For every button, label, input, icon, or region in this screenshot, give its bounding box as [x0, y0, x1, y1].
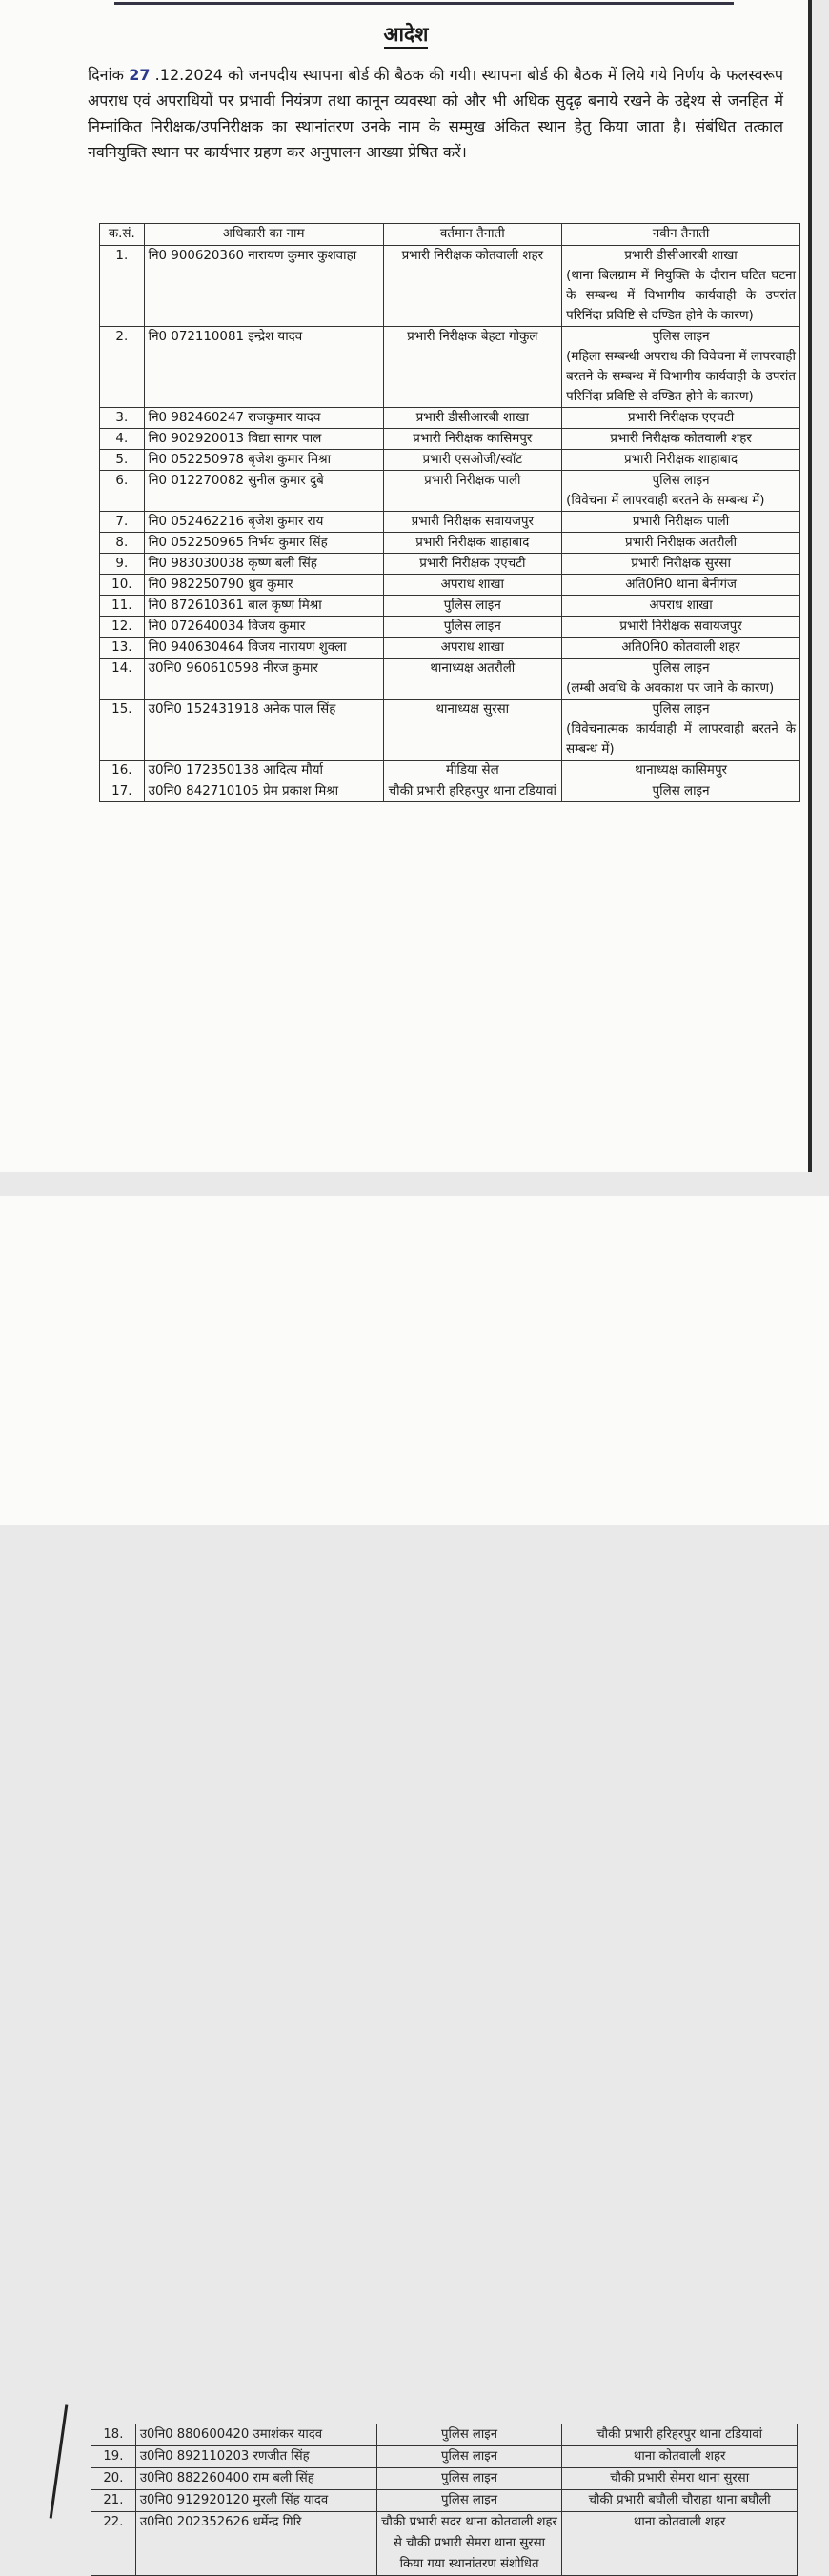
- table-row: [91, 2446, 798, 2468]
- row-officer-name: नि0 072640034 विजय कुमार: [144, 617, 383, 638]
- transfer-table-body: [100, 246, 800, 802]
- table-header-row: [100, 224, 800, 246]
- row-new-posting: [562, 659, 800, 700]
- row-officer-name: उ0नि0 912920120 मुरली सिंह यादव: [135, 2490, 376, 2512]
- table-row: [100, 761, 800, 781]
- row-current-posting: थानाध्यक्ष अतरौली: [383, 659, 562, 700]
- row-current-posting: अपराध शाखा: [383, 638, 562, 659]
- row-new-posting: [562, 450, 800, 471]
- row-current-posting: पुलिस लाइन: [383, 617, 562, 638]
- table-row: [100, 471, 800, 512]
- row-new-posting: [562, 596, 800, 617]
- row-serial: 10.: [100, 575, 145, 596]
- table-row: [100, 512, 800, 533]
- row-current-posting: पुलिस लाइन: [376, 2424, 562, 2446]
- handwritten-date-day: 27: [129, 66, 151, 84]
- row-current-posting: प्रभारी निरीक्षक पाली: [383, 471, 562, 512]
- row-new-posting: चौकी प्रभारी हरिहरपुर थाना टडियावां: [562, 2424, 798, 2446]
- row-officer-name: नि0 983030038 कृष्ण बली सिंह: [144, 554, 383, 575]
- row-serial: 1.: [100, 246, 145, 327]
- row-new-posting: चौकी प्रभारी सेमरा थाना सुरसा: [562, 2468, 798, 2490]
- row-current-posting: चौकी प्रभारी हरिहरपुर थाना टडियावां: [383, 781, 562, 802]
- new-posting-text: पुलिस लाइन: [652, 661, 710, 676]
- row-current-posting: चौकी प्रभारी सदर थाना कोतवाली शहर से चौकी प्रभारी सेमरा थाना सुरसा किया गया स्थानांतरण संशोधित: [376, 2512, 562, 2576]
- row-serial: 3.: [100, 408, 145, 429]
- page-edge-shadow: [808, 0, 812, 1172]
- new-posting-text: अपराध शाखा: [649, 598, 713, 613]
- row-new-posting: थाना कोतवाली शहर: [562, 2512, 798, 2576]
- new-posting-text: प्रभारी डीसीआरबी शाखा: [624, 249, 738, 263]
- header-serial: क.सं.: [100, 224, 145, 246]
- new-posting-text: अति0नि0 कोतवाली शहर: [621, 640, 740, 655]
- row-officer-name: उ0नि0 880600420 उमाशंकर यादव: [135, 2424, 376, 2446]
- table-row: [100, 700, 800, 761]
- row-current-posting: अपराध शाखा: [383, 575, 562, 596]
- row-officer-name: नि0 902920013 विद्या सागर पाल: [144, 429, 383, 450]
- row-serial: 21.: [91, 2490, 136, 2512]
- row-new-posting: [562, 471, 800, 512]
- row-officer-name: उ0नि0 202352626 धर्मेन्द्र गिरि: [135, 2512, 376, 2576]
- row-serial: 22.: [91, 2512, 136, 2576]
- table-row: [100, 575, 800, 596]
- row-serial: 8.: [100, 533, 145, 554]
- new-posting-text: प्रभारी निरीक्षक सवायजपुर: [619, 619, 742, 634]
- new-posting-text: थानाध्यक्ष कासिमपुर: [635, 763, 728, 778]
- transfer-reason-note: (लम्बी अवधि के अवकाश पर जाने के कारण): [566, 681, 775, 696]
- table-row: [91, 2490, 798, 2512]
- table-row: [100, 429, 800, 450]
- transfer-reason-note: (विवेचनात्मक कार्यवाही में लापरवाही बरतने के सम्बन्ध में): [566, 722, 796, 757]
- transfer-reason-note: (महिला सम्बन्धी अपराध की विवेचना में लापरवाही बरतने के सम्बन्ध में विभागीय कार्यवाही के उपरांत परिनिंदा प्रविष्टि से दण्डित होने के कारण): [566, 350, 796, 404]
- row-officer-name: नि0 900620360 नारायण कुमार कुशवाहा: [144, 246, 383, 327]
- row-officer-name: नि0 982460247 राजकुमार यादव: [144, 408, 383, 429]
- row-serial: 20.: [91, 2468, 136, 2490]
- paragraph-text: .12.2024 को जनपदीय स्थापना बोर्ड की बैठक की गयी। स्थापना बोर्ड की बैठक में लिये गये निर्णय के फलस्वरूप अपराध एवं अपराधियों पर प्रभावी नियंत्रण तथा कानून व्यवस्था को और भी अधिक सुदृढ़ बनाये रखने के उद्देश्य से जनहित में निम्नांकित निरीक्षक/उपनिरीक्षक का स्थानांतरण उनके नाम के सम्मुख अंकित स्थान हेतु किया जाता है। संबंधित तत्काल नवनियुक्ति स्थान पर कार्यभार ग्रहण कर अनुपालन आख्या प्रेषित करें।: [88, 66, 783, 161]
- row-officer-name: उ0नि0 882260400 राम बली सिंह: [135, 2468, 376, 2490]
- new-posting-text: पुलिस लाइन: [652, 474, 710, 488]
- row-serial: 17.: [100, 781, 145, 802]
- top-edge-line: [114, 2, 734, 5]
- row-new-posting: [562, 761, 800, 781]
- row-new-posting: [562, 617, 800, 638]
- row-current-posting: पुलिस लाइन: [376, 2468, 562, 2490]
- document-page-2: [0, 1196, 829, 2571]
- row-new-posting: [562, 327, 800, 408]
- row-new-posting: चौकी प्रभारी बघौली चौराहा थाना बघौली: [562, 2490, 798, 2512]
- row-serial: 7.: [100, 512, 145, 533]
- row-current-posting: प्रभारी निरीक्षक शाहाबाद: [383, 533, 562, 554]
- row-current-posting: प्रभारी निरीक्षक कासिमपुर: [383, 429, 562, 450]
- row-new-posting: [562, 408, 800, 429]
- new-posting-text: पुलिस लाइन: [652, 330, 710, 344]
- header-current-posting: वर्तमान तैनाती: [383, 224, 562, 246]
- new-posting-text: प्रभारी निरीक्षक सुरसा: [631, 557, 731, 571]
- table-row: [100, 246, 800, 327]
- row-serial: 14.: [100, 659, 145, 700]
- document-page-1: [0, 0, 812, 1172]
- row-serial: 5.: [100, 450, 145, 471]
- table-row: [91, 2512, 798, 2576]
- row-new-posting: [562, 638, 800, 659]
- new-posting-text: प्रभारी निरीक्षक पाली: [632, 515, 730, 529]
- row-officer-name: नि0 012270082 सुनील कुमार दुबे: [144, 471, 383, 512]
- row-new-posting: [562, 700, 800, 761]
- table-row: [100, 450, 800, 471]
- new-posting-text: प्रभारी निरीक्षक कोतवाली शहर: [610, 432, 752, 446]
- row-officer-name: नि0 072110081 इन्द्रेश यादव: [144, 327, 383, 408]
- row-current-posting: प्रभारी निरीक्षक एएचटी: [383, 554, 562, 575]
- header-officer-name: अधिकारी का नाम: [144, 224, 383, 246]
- table-row: [100, 327, 800, 408]
- row-new-posting: [562, 512, 800, 533]
- row-serial: 19.: [91, 2446, 136, 2468]
- row-officer-name: नि0 872610361 बाल कृष्ण मिश्रा: [144, 596, 383, 617]
- row-officer-name: नि0 052250965 निर्भय कुमार सिंह: [144, 533, 383, 554]
- paragraph-prefix: दिनांक: [88, 66, 124, 84]
- new-posting-text: प्रभारी निरीक्षक शाहाबाद: [624, 453, 738, 467]
- transfer-table-continued-body: [91, 2424, 798, 2576]
- header-new-posting: नवीन तैनाती: [562, 224, 800, 246]
- row-current-posting: पुलिस लाइन: [383, 596, 562, 617]
- row-officer-name: नि0 052250978 बृजेश कुमार मिश्रा: [144, 450, 383, 471]
- row-current-posting: प्रभारी निरीक्षक कोतवाली शहर: [383, 246, 562, 327]
- row-serial: 15.: [100, 700, 145, 761]
- order-paragraph: [88, 62, 783, 165]
- row-new-posting: [562, 246, 800, 327]
- row-officer-name: नि0 982250790 ध्रुव कुमार: [144, 575, 383, 596]
- table-row: [100, 408, 800, 429]
- table-row: [100, 638, 800, 659]
- row-current-posting: प्रभारी निरीक्षक सवायजपुर: [383, 512, 562, 533]
- row-serial: 9.: [100, 554, 145, 575]
- row-new-posting: [562, 429, 800, 450]
- table-row: [100, 554, 800, 575]
- row-officer-name: उ0नि0 892110203 रणजीत सिंह: [135, 2446, 376, 2468]
- row-serial: 4.: [100, 429, 145, 450]
- table-row: [100, 659, 800, 700]
- row-new-posting: [562, 554, 800, 575]
- row-serial: 12.: [100, 617, 145, 638]
- new-posting-text: पुलिस लाइन: [652, 702, 710, 717]
- row-officer-name: उ0नि0 960610598 नीरज कुमार: [144, 659, 383, 700]
- row-current-posting: प्रभारी एसओजी/स्वॉट: [383, 450, 562, 471]
- row-officer-name: नि0 052462216 बृजेश कुमार राय: [144, 512, 383, 533]
- row-current-posting: पुलिस लाइन: [376, 2446, 562, 2468]
- row-new-posting: [562, 781, 800, 802]
- row-serial: 18.: [91, 2424, 136, 2446]
- row-serial: 13.: [100, 638, 145, 659]
- order-title: आदेश: [0, 21, 812, 48]
- new-posting-text: प्रभारी निरीक्षक अतरौली: [625, 536, 738, 550]
- new-posting-text: अति0नि0 थाना बेनीगंज: [625, 578, 737, 592]
- transfer-reason-note: (थाना बिलग्राम में नियुक्ति के दौरान घटित घटना के सम्बन्ध में विभागीय कार्यवाही के उपरांत परिनिंदा प्रविष्टि से दण्डित होने के कारण): [566, 269, 796, 323]
- new-posting-text: पुलिस लाइन: [652, 784, 710, 799]
- transfer-reason-note: (विवेचना में लापरवाही बरतने के सम्बन्ध में): [566, 494, 765, 508]
- row-new-posting: [562, 533, 800, 554]
- row-serial: 16.: [100, 761, 145, 781]
- row-new-posting: [562, 575, 800, 596]
- row-officer-name: उ0नि0 842710105 प्रेम प्रकाश मिश्रा: [144, 781, 383, 802]
- row-current-posting: प्रभारी निरीक्षक बेहटा गोकुल: [383, 327, 562, 408]
- table-row: [100, 596, 800, 617]
- row-officer-name: उ0नि0 152431918 अनेक पाल सिंह: [144, 700, 383, 761]
- transfer-table: [99, 223, 800, 802]
- row-officer-name: नि0 940630464 विजय नारायण शुक्ला: [144, 638, 383, 659]
- row-current-posting: प्रभारी डीसीआरबी शाखा: [383, 408, 562, 429]
- row-current-posting: मीडिया सेल: [383, 761, 562, 781]
- new-posting-text: प्रभारी निरीक्षक एएचटी: [627, 411, 735, 425]
- transfer-table-continued: [91, 2424, 798, 2576]
- row-serial: 6.: [100, 471, 145, 512]
- row-new-posting: थाना कोतवाली शहर: [562, 2446, 798, 2468]
- row-current-posting: पुलिस लाइन: [376, 2490, 562, 2512]
- pen-mark: [50, 2404, 69, 2518]
- table-row: [91, 2468, 798, 2490]
- row-serial: 2.: [100, 327, 145, 408]
- table-row: [100, 781, 800, 802]
- row-officer-name: उ0नि0 172350138 आदित्य मौर्या: [144, 761, 383, 781]
- row-serial: 11.: [100, 596, 145, 617]
- table-row: [100, 533, 800, 554]
- table-row: [100, 617, 800, 638]
- table-row: [91, 2424, 798, 2446]
- row-current-posting: थानाध्यक्ष सुरसा: [383, 700, 562, 761]
